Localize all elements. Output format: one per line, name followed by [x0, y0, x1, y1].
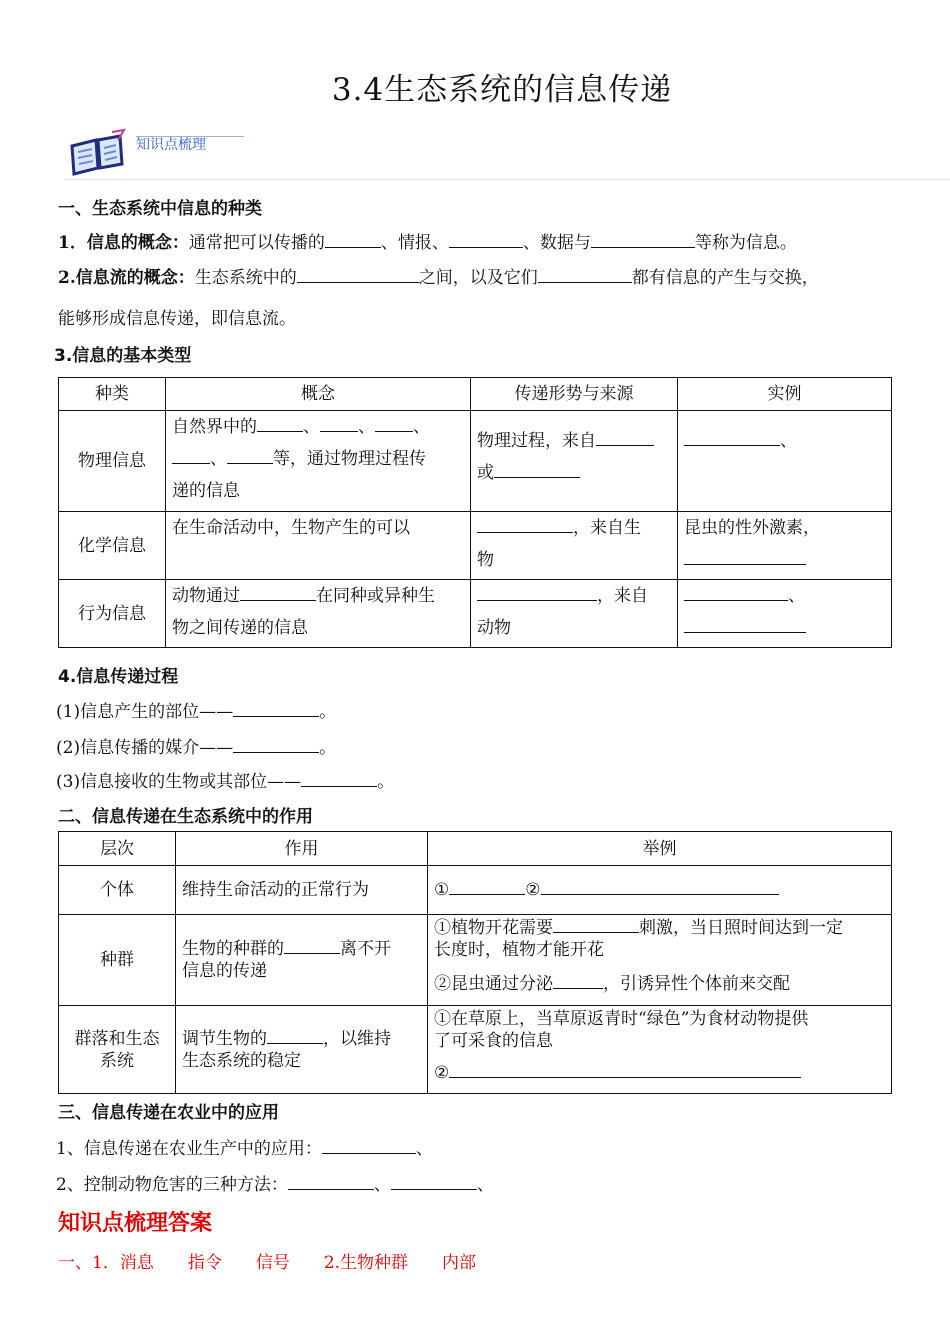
text: 、数据与	[522, 233, 591, 253]
blank	[325, 233, 381, 248]
text: 生物的种群的	[182, 939, 284, 959]
level-cell: 种群	[59, 915, 176, 1006]
text: 2、控制动物危害的三种方法：	[56, 1175, 288, 1195]
text: 、	[780, 431, 797, 451]
process-heading: 4.信息传递过程	[58, 667, 179, 687]
text: 系统	[100, 1050, 134, 1071]
concept-cell	[166, 411, 471, 512]
concept-line	[58, 228, 797, 253]
kind-cell: 物理信息	[59, 411, 166, 512]
section1-heading: 一、生态系统中信息的种类	[58, 199, 262, 219]
text: 之间，以及它们	[418, 268, 538, 288]
text: ，来自生	[573, 518, 641, 538]
info-types-table	[58, 377, 892, 648]
blank	[684, 550, 806, 565]
text: 、	[303, 417, 320, 437]
blank	[172, 449, 210, 464]
level-cell	[59, 1006, 176, 1094]
example-cell	[678, 580, 892, 648]
text: 、	[373, 1175, 391, 1195]
text: 长度时，植物才能开花	[434, 940, 604, 960]
blank	[477, 518, 573, 533]
text: (2)信息传播的媒介——	[56, 738, 234, 758]
text: 都有信息的产生与交换，	[631, 268, 819, 288]
header-cell: 传递形势与来源	[471, 378, 678, 411]
agri-line	[56, 1134, 433, 1159]
text: 生态系统中的	[194, 268, 297, 288]
text: 调节生物的	[182, 1028, 267, 1049]
text: 昆虫的性外激素，	[684, 518, 820, 538]
text: ②	[525, 880, 541, 900]
answers-heading: 知识点梳理答案	[58, 1211, 213, 1236]
source-cell	[471, 512, 678, 580]
blank	[494, 463, 580, 478]
text: ②	[434, 1063, 450, 1083]
blank	[267, 1029, 323, 1044]
header-cell: 举例	[428, 832, 892, 866]
text: 物之间传递的信息	[172, 618, 308, 638]
text: (3)信息接收的生物或其部位——	[56, 772, 302, 792]
cell-line	[684, 425, 885, 457]
table-row	[59, 866, 892, 915]
blank	[391, 1175, 477, 1190]
header-cell: 概念	[166, 378, 471, 411]
text: 自然界中的	[172, 417, 257, 437]
page-title: 3.4生态系统的信息传递	[331, 72, 673, 108]
table-header-row	[59, 378, 892, 411]
infoflow-line2: 能够形成信息传递，即信息流。	[58, 309, 296, 329]
concept-label: 1．信息的概念：	[58, 233, 189, 253]
text: 等称为信息。	[694, 233, 797, 253]
blank	[227, 449, 273, 464]
text: (1)信息产生的部位——	[56, 702, 234, 722]
text: 。	[319, 738, 337, 758]
blank	[233, 702, 319, 717]
text: 刺激，当日照时间达到一定	[639, 918, 843, 938]
blank	[553, 974, 603, 989]
text: 或	[477, 463, 494, 483]
blank	[541, 880, 779, 895]
example-cell	[428, 1006, 892, 1094]
example-cell	[428, 866, 892, 915]
role-cell: 维持生命活动的正常行为	[176, 866, 428, 915]
header-cell: 种类	[59, 378, 166, 411]
text: 1、信息传递在农业生产中的应用：	[56, 1139, 322, 1159]
concept-cell: 在生命活动中，生物产生的可以	[166, 512, 471, 580]
cell-line	[477, 425, 671, 457]
text: 群落和生态	[74, 1028, 160, 1049]
text: 、	[210, 449, 227, 469]
table-header-row	[59, 832, 892, 866]
text: 在同种或异种生	[316, 586, 435, 606]
text: 生态系统的稳定	[182, 1050, 301, 1071]
text: 。	[319, 702, 337, 722]
example-cell	[678, 512, 892, 580]
cell-line	[434, 1062, 885, 1084]
open-book-icon	[68, 128, 128, 178]
blank	[297, 268, 419, 283]
table-row	[59, 512, 892, 580]
example-cell	[678, 411, 892, 512]
table-row	[59, 411, 892, 512]
kind-cell: 化学信息	[59, 512, 166, 580]
blank	[538, 268, 632, 283]
infoflow-line	[58, 263, 819, 288]
text: ①在草原上，当草原返青时“绿色”为食材动物提供	[434, 1009, 809, 1029]
table-row	[59, 1006, 892, 1094]
text: 、	[358, 417, 375, 437]
header-cell: 实例	[678, 378, 892, 411]
source-cell	[471, 411, 678, 512]
blank	[553, 918, 639, 933]
text: 。	[377, 772, 395, 792]
blank	[320, 417, 358, 432]
table-row	[59, 915, 892, 1006]
info-types-heading: 3.信息的基本类型	[54, 346, 192, 366]
text: 、	[476, 1175, 494, 1195]
blank	[596, 431, 654, 446]
blank	[233, 738, 319, 753]
text: 通常把可以传播的	[188, 233, 325, 253]
process-line	[56, 697, 336, 722]
blank	[284, 939, 340, 954]
text: 离不开	[340, 939, 391, 959]
blank	[684, 431, 780, 446]
text: 等，通过物理过程传	[273, 449, 426, 469]
text: 、	[788, 586, 805, 606]
text: ①	[434, 880, 450, 900]
text: ，引诱异性个体前来交配	[603, 974, 790, 994]
blank	[449, 233, 523, 248]
blank	[684, 618, 806, 633]
text: ①植物开花需要	[434, 918, 553, 938]
text: 动物通过	[172, 586, 240, 606]
section2-heading: 二、信息传递在生态系统中的作用	[58, 807, 313, 827]
level-cell: 个体	[59, 866, 176, 915]
text: 、	[415, 1139, 433, 1159]
header-cell: 层次	[59, 832, 176, 866]
text: ，以维持	[323, 1028, 391, 1049]
header-cell: 作用	[176, 832, 428, 866]
text: 动物	[477, 618, 511, 638]
role-cell	[176, 915, 428, 1006]
text: ②昆虫通过分泌	[434, 974, 553, 994]
text: 信息的传递	[182, 961, 267, 981]
text: 物	[477, 550, 494, 570]
process-line	[56, 767, 394, 792]
table-row	[59, 580, 892, 648]
blank	[288, 1175, 374, 1190]
infoflow-label: 2.信息流的概念：	[58, 268, 195, 288]
blank	[449, 880, 525, 895]
process-line	[56, 733, 336, 758]
blank	[240, 586, 316, 601]
role-cell	[176, 1006, 428, 1094]
source-cell	[471, 580, 678, 648]
role-table	[58, 831, 892, 1094]
text: 递的信息	[172, 481, 240, 501]
blank	[477, 586, 597, 601]
blank	[301, 772, 377, 787]
agri-line	[56, 1170, 494, 1195]
blank	[591, 233, 695, 248]
header-divider	[64, 179, 950, 180]
concept-cell	[166, 580, 471, 648]
text: 、情报、	[380, 233, 449, 253]
text: 了可采食的信息	[434, 1031, 553, 1051]
blank	[257, 417, 303, 432]
kind-cell: 行为信息	[59, 580, 166, 648]
blank	[449, 1063, 801, 1078]
text: 物理过程，来自	[477, 431, 596, 451]
example-cell	[428, 915, 892, 1006]
cell-line	[477, 457, 671, 489]
blank	[322, 1139, 416, 1154]
blank	[684, 586, 788, 601]
blank	[375, 417, 413, 432]
section3-heading: 三、信息传递在农业中的应用	[58, 1103, 279, 1123]
answers-line: 一、1．消息 指令 信号 2.生物种群 内部	[58, 1253, 477, 1273]
tip-label: 知识点梳理	[136, 137, 206, 153]
text: ，来自	[597, 586, 648, 606]
text: 、	[413, 417, 430, 437]
cell-line	[434, 973, 885, 995]
